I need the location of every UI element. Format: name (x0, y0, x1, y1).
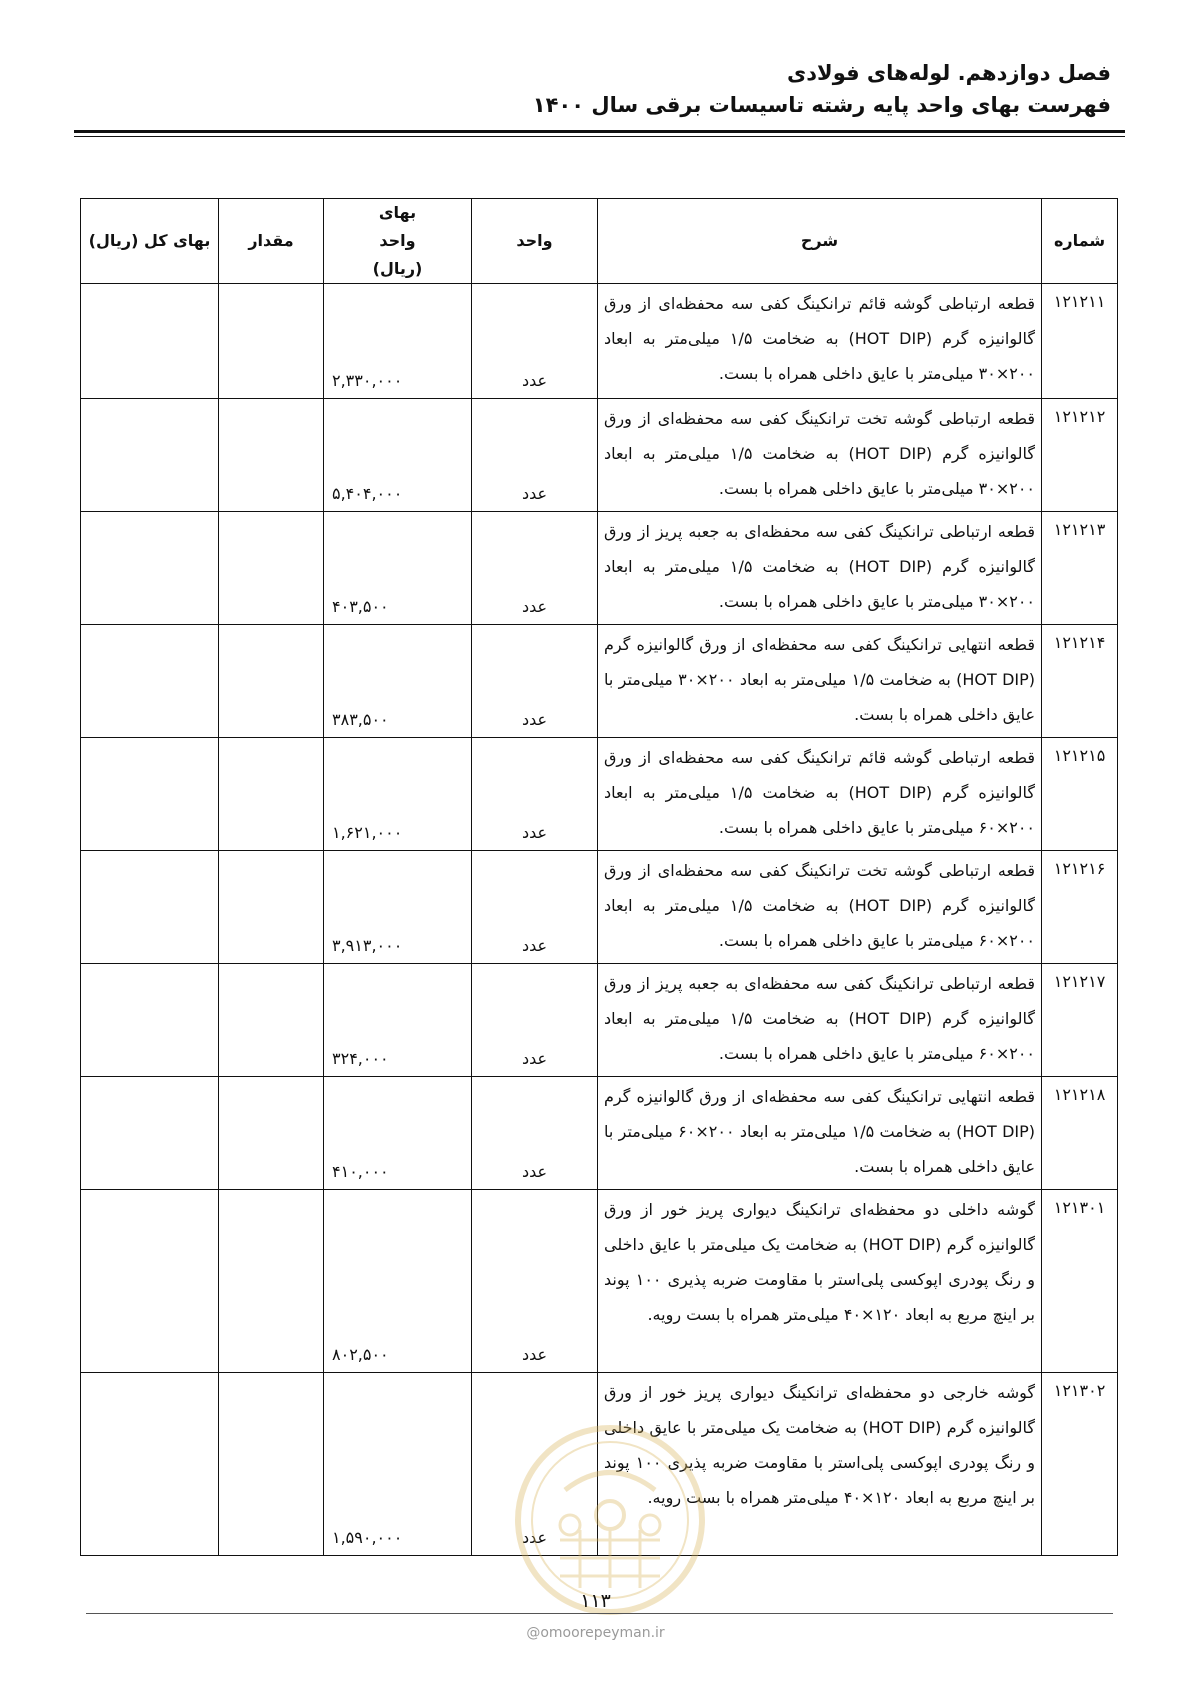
row-description: گوشه خارجی دو محفظه‌ای ترانکینگ دیواری پریز خور از ورق گالوانیزه گرم (HOT DIP) به ضخامت یک میلی‌متر با عایق داخلی و رنگ پودری اپوکسی پلی‌استر با مقاومت ضربه پذیری ۱۰۰ پوند بر اینچ مربع به ابعاد ۱۲۰×۴۰ میلی‌متر همراه با بست رویه. (598, 1373, 1042, 1556)
row-number: ۱۲۱۲۱۱ (1042, 284, 1118, 399)
row-total-price (81, 512, 219, 625)
footer-site-link[interactable]: @omoorepeyman.ir (526, 1625, 665, 1641)
row-quantity (219, 625, 324, 738)
row-unit: عدد (472, 1190, 598, 1373)
row-unit-price: ۱,۶۲۱,۰۰۰ (324, 738, 472, 851)
table-row (81, 1077, 1118, 1190)
row-description: قطعه ارتباطی گوشه قائم ترانکینگ کفی سه محفظه‌ای از ورق گالوانیزه گرم (HOT DIP) به ضخامت ۱/۵ میلی‌متر به ابعاد ۲۰۰×۳۰ میلی‌متر با عایق داخلی همراه با بست. (598, 284, 1042, 399)
row-number: ۱۲۱۲۱۳ (1042, 512, 1118, 625)
row-description: قطعه ارتباطی گوشه تخت ترانکینگ کفی سه محفظه‌ای از ورق گالوانیزه گرم (HOT DIP) به ضخامت ۱/۵ میلی‌متر به ابعاد ۲۰۰×۳۰ میلی‌متر با عایق داخلی همراه با بست. (598, 399, 1042, 512)
row-unit: عدد (472, 284, 598, 399)
row-quantity (219, 738, 324, 851)
row-unit-price: ۵,۴۰۴,۰۰۰ (324, 399, 472, 512)
row-total-price (81, 1373, 219, 1556)
row-unit: عدد (472, 851, 598, 964)
row-total-price (81, 1077, 219, 1190)
row-total-price (81, 964, 219, 1077)
header-number: شماره (1042, 199, 1118, 284)
row-number: ۱۲۱۳۰۱ (1042, 1190, 1118, 1373)
row-unit-price: ۳۲۴,۰۰۰ (324, 964, 472, 1077)
document-subtitle: فهرست بهای واحد پایه رشته تاسیسات برقی سال ۱۴۰۰ (532, 93, 1111, 117)
row-total-price (81, 1190, 219, 1373)
row-description: قطعه ارتباطی ترانکینگ کفی سه محفظه‌ای به جعبه پریز از ورق گالوانیزه گرم (HOT DIP) به ضخامت ۱/۵ میلی‌متر به ابعاد ۲۰۰×۳۰ میلی‌متر با عایق داخلی همراه با بست. (598, 512, 1042, 625)
row-description: گوشه داخلی دو محفظه‌ای ترانکینگ دیواری پریز خور از ورق گالوانیزه گرم (HOT DIP) به ضخامت یک میلی‌متر با عایق داخلی و رنگ پودری اپوکسی پلی‌استر با مقاومت ضربه پذیری ۱۰۰ پوند بر اینچ مربع به ابعاد ۱۲۰×۴۰ میلی‌متر همراه با بست رویه. (598, 1190, 1042, 1373)
row-description: قطعه ارتباطی گوشه تخت ترانکینگ کفی سه محفظه‌ای از ورق گالوانیزه گرم (HOT DIP) به ضخامت ۱/۵ میلی‌متر به ابعاد ۲۰۰×۶۰ میلی‌متر با عایق داخلی همراه با بست. (598, 851, 1042, 964)
row-quantity (219, 1373, 324, 1556)
table-row (81, 738, 1118, 851)
row-number: ۱۲۱۲۱۵ (1042, 738, 1118, 851)
table-row (81, 964, 1118, 1077)
row-quantity (219, 284, 324, 399)
row-total-price (81, 399, 219, 512)
header-rule-thin (74, 136, 1125, 137)
header-description: شرح (598, 199, 1042, 284)
row-unit: عدد (472, 1373, 598, 1556)
row-quantity (219, 964, 324, 1077)
table-row (81, 1190, 1118, 1373)
header-total-price: بهای کل (ریال) (81, 199, 219, 284)
row-unit: عدد (472, 964, 598, 1077)
page-number: ۱۱۳ (580, 1590, 611, 1612)
table-row (81, 625, 1118, 738)
row-quantity (219, 1077, 324, 1190)
row-description: قطعه ارتباطی گوشه قائم ترانکینگ کفی سه محفظه‌ای از ورق گالوانیزه گرم (HOT DIP) به ضخامت ۱/۵ میلی‌متر به ابعاد ۲۰۰×۶۰ میلی‌متر با عایق داخلی همراه با بست. (598, 738, 1042, 851)
row-number: ۱۲۱۲۱۲ (1042, 399, 1118, 512)
row-quantity (219, 851, 324, 964)
table-row (81, 512, 1118, 625)
row-total-price (81, 284, 219, 399)
table-row (81, 851, 1118, 964)
header-rule-thick (74, 130, 1125, 133)
header-unit-price: بهای واحد (ریال) (324, 199, 472, 284)
table-row (81, 399, 1118, 512)
table-row (81, 1373, 1118, 1556)
row-description: قطعه انتهایی ترانکینگ کفی سه محفظه‌ای از ورق گالوانیزه گرم (HOT DIP) به ضخامت ۱/۵ میلی‌متر به ابعاد ۲۰۰×۳۰ میلی‌متر با عایق داخلی همراه با بست. (598, 625, 1042, 738)
row-quantity (219, 399, 324, 512)
row-total-price (81, 625, 219, 738)
row-total-price (81, 738, 219, 851)
row-number: ۱۲۱۳۰۲ (1042, 1373, 1118, 1556)
row-quantity (219, 512, 324, 625)
row-quantity (219, 1190, 324, 1373)
row-unit-price: ۳,۹۱۳,۰۰۰ (324, 851, 472, 964)
row-unit: عدد (472, 738, 598, 851)
row-unit: عدد (472, 399, 598, 512)
row-unit-price: ۳۸۳,۵۰۰ (324, 625, 472, 738)
row-description: قطعه انتهایی ترانکینگ کفی سه محفظه‌ای از ورق گالوانیزه گرم (HOT DIP) به ضخامت ۱/۵ میلی‌متر به ابعاد ۲۰۰×۶۰ میلی‌متر با عایق داخلی همراه با بست. (598, 1077, 1042, 1190)
row-number: ۱۲۱۲۱۶ (1042, 851, 1118, 964)
row-number: ۱۲۱۲۱۴ (1042, 625, 1118, 738)
row-number: ۱۲۱۲۱۷ (1042, 964, 1118, 1077)
row-description: قطعه ارتباطی ترانکینگ کفی سه محفظه‌ای به جعبه پریز از ورق گالوانیزه گرم (HOT DIP) به ضخامت ۱/۵ میلی‌متر به ابعاد ۲۰۰×۶۰ میلی‌متر با عایق داخلی همراه با بست. (598, 964, 1042, 1077)
row-unit-price: ۴۰۳,۵۰۰ (324, 512, 472, 625)
row-number: ۱۲۱۲۱۸ (1042, 1077, 1118, 1190)
row-unit: عدد (472, 1077, 598, 1190)
row-unit-price: ۱,۵۹۰,۰۰۰ (324, 1373, 472, 1556)
page-header (71, 58, 1111, 122)
header-unit: واحد (472, 199, 598, 284)
header-quantity: مقدار (219, 199, 324, 284)
footer-rule (86, 1613, 1113, 1614)
table-row (81, 284, 1118, 399)
row-total-price (81, 851, 219, 964)
table-header-row (81, 199, 1118, 284)
row-unit: عدد (472, 512, 598, 625)
chapter-title: فصل دوازدهم. لوله‌های فولادی (787, 61, 1111, 85)
price-table (80, 198, 1118, 1556)
row-unit-price: ۴۱۰,۰۰۰ (324, 1077, 472, 1190)
row-unit-price: ۲,۳۳۰,۰۰۰ (324, 284, 472, 399)
row-unit: عدد (472, 625, 598, 738)
row-unit-price: ۸۰۲,۵۰۰ (324, 1190, 472, 1373)
